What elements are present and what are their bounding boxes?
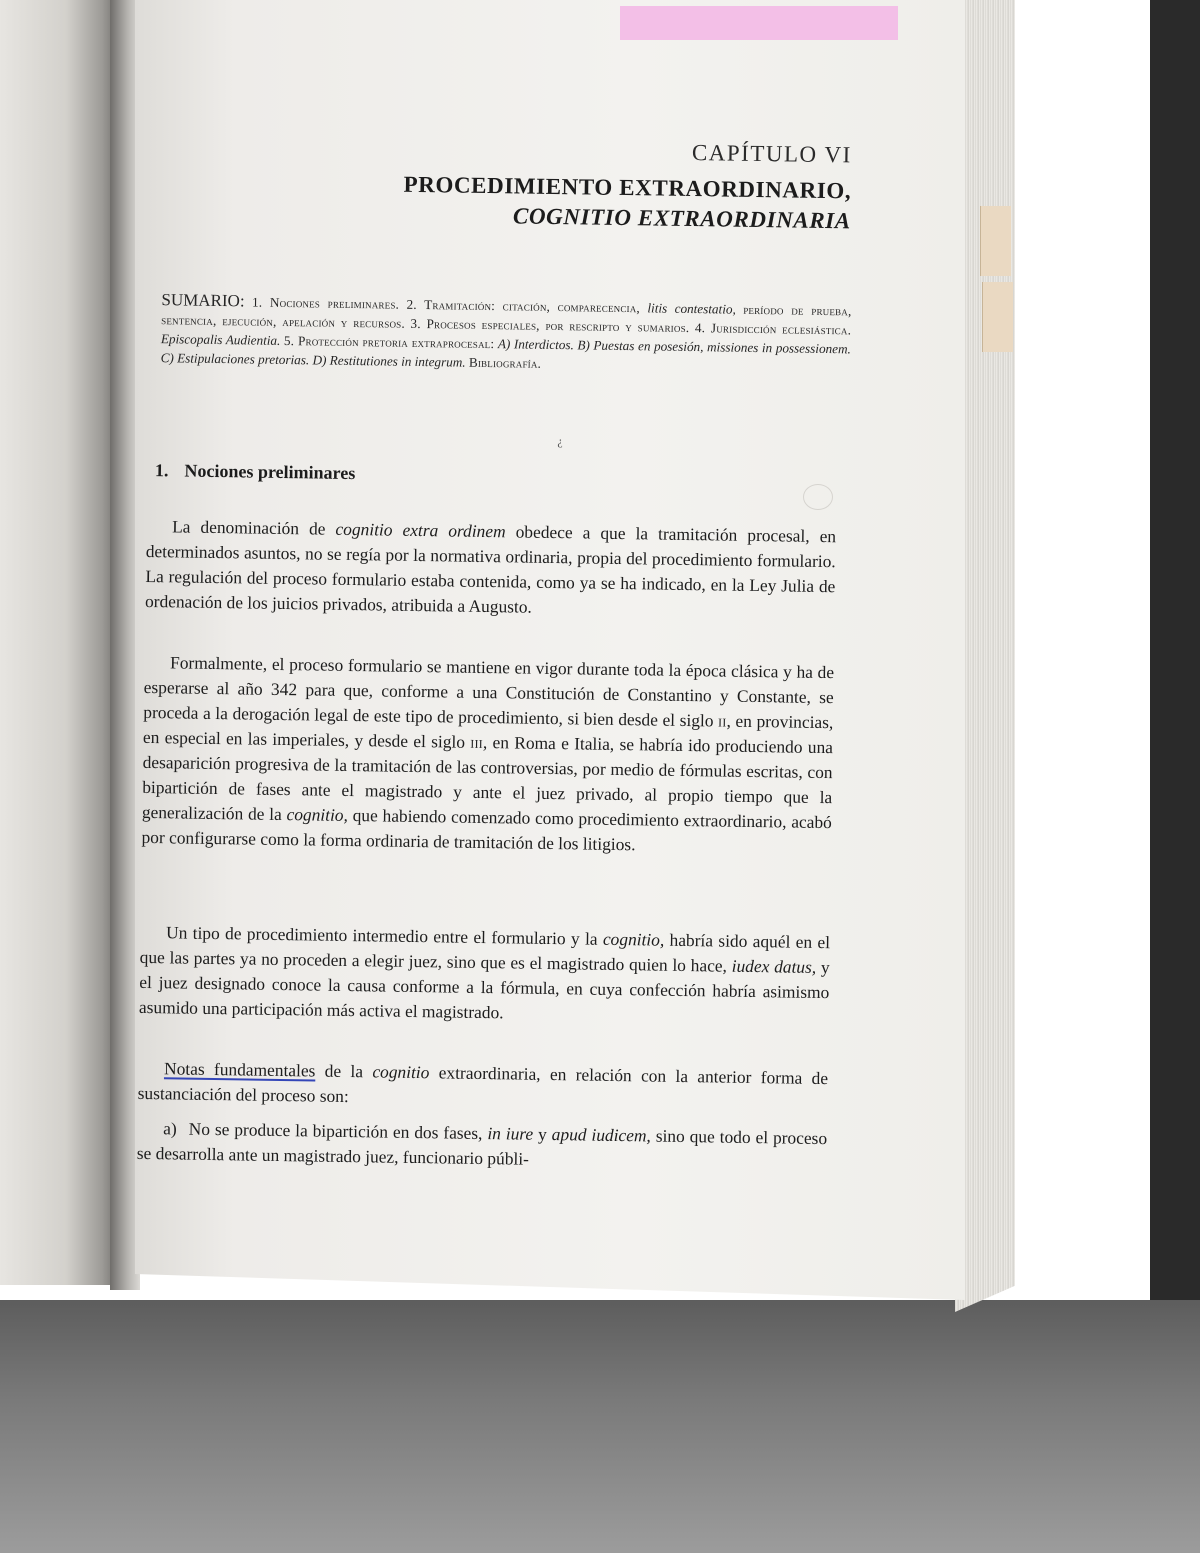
summary-item: 4. Jurisdicción eclesiástica.: [694, 320, 852, 338]
paragraph-text: No se produce la bipartición en dos fases,: [188, 1118, 483, 1144]
summary-item: Bibliografía.: [468, 354, 542, 371]
section-heading: [155, 460, 356, 484]
chapter-label: CAPÍTULO VI: [691, 140, 852, 168]
paragraph-text: Un tipo de procedimiento intermedio entre el formulario y la: [165, 922, 598, 949]
summary-lead: SUMARIO:: [161, 290, 245, 311]
paragraph-text: obedece a que la tramitación procesal, en determinados asuntos, no se regía por la normativa ordinaria, propia del procedimiento formulario. La regulación del proceso formulario estaba contenida, como ya se ha indicado, en la Ley Julia de ordenación de los juicios privados, atribuida a Augusto.: [144, 521, 837, 617]
paragraph-text: habría sido aquél en el que las partes ya no proceden a elegir juez, sino que es el magistrado quien lo hace,: [139, 929, 831, 976]
paragraph: [145, 514, 836, 624]
paragraph-text: que habiendo comenzado como procedimiento extraordinario, acabó por configurarse como la forma ordinaria de tramitación de los litigios.: [141, 805, 832, 855]
scanner-background-bottom: [0, 1300, 1200, 1553]
paragraph-text: Formalmente, el proceso formulario se mantiene en vigor durante toda la época clásica y ha de esperarse al año 342 para que, conforme a una Constitución de Constantino y Constante, se proceda a la derogación legal de este tipo de procedimiento, si bien desde el siglo: [143, 652, 835, 731]
summary-item: 3. Procesos especiales, por rescripto y sumarios.: [410, 315, 690, 335]
paragraph-text: sino que todo el proceso se desarrolla ante un magistrado juez, funcionario públi-: [136, 1125, 828, 1169]
page-marker-tab: [982, 282, 1013, 352]
facing-page: [0, 0, 120, 1285]
summary-item: 2. Tramitación: citación, comparecencia,: [406, 296, 641, 316]
paragraph-text: y el juez designado conoce la causa conforme a la fórmula, en cuya confección habría asimismo asumido una participación más activa el magistrado.: [138, 957, 830, 1023]
paragraph-italic: iudex datus,: [731, 955, 817, 977]
page-smudge: [803, 484, 833, 510]
printer-mark: ¿: [557, 434, 563, 449]
paragraph-text: y: [538, 1123, 547, 1144]
section-number: 1.: [154, 460, 169, 481]
handwritten-underline: Notas fundamentales: [163, 1058, 316, 1081]
section-title: Nociones preliminares: [184, 460, 356, 484]
paragraph-italic: cognitio: [372, 1061, 430, 1083]
chapter-summary: [161, 290, 852, 377]
summary-item: C) Estipulaciones pretorias. D): [160, 350, 327, 368]
summary-item: Episcopalis Audientia.: [160, 331, 281, 348]
summary-item: litis contestatio,: [647, 300, 736, 317]
page-marker-tab: [980, 206, 1011, 276]
summary-item: A) Interdictos. B) Puestas en posesión,: [497, 336, 704, 355]
paragraph-italic: apud iudicem,: [551, 1124, 652, 1146]
pink-sticky-note: [620, 6, 898, 40]
summary-item: 5. Protección pretoria extraprocesal:: [283, 332, 495, 352]
century-numeral: iii: [470, 731, 484, 752]
paragraph-italic: cognitio,: [286, 804, 349, 825]
paragraph-text: , en provincias, en especial en las imperiales, y desde el siglo: [142, 710, 834, 752]
chapter-subtitle: COGNITIO EXTRAORDINARIA: [512, 203, 851, 234]
paragraph: [138, 1056, 829, 1116]
list-item-label: a): [163, 1118, 177, 1139]
summary-item: Restitutiones in integrum.: [329, 352, 466, 370]
paragraph-italic: cognitio extra ordinem: [335, 518, 506, 542]
century-numeral: ii: [717, 710, 727, 731]
paragraph: [139, 920, 830, 1030]
summary-item: período de prueba, sentencia, ejecución, apelación y recursos.: [161, 301, 852, 331]
summary-item: missiones in possessionem.: [706, 339, 851, 357]
paragraph-text: de la: [324, 1060, 364, 1082]
chapter-title: PROCEDIMIENTO EXTRAORDINARIO,: [403, 171, 852, 204]
paragraph-italic: cognitio,: [602, 928, 665, 950]
paragraph: [141, 650, 834, 860]
paragraph-text: , en Roma e Italia, se habría ido produciendo una desaparición progresiva de la tramitación de las controversias, por medio de fórmulas escritas, con bipartición de fases ante el magistrado y ante el juez privado, al propio tiempo que la generalización de la: [141, 731, 834, 824]
paragraph-text: La denominación de: [172, 516, 326, 539]
paragraph-italic: in iure: [487, 1123, 534, 1144]
paragraph-text: extraordinaria, en relación con la anterior forma de sustanciación del proceso son:: [137, 1062, 829, 1107]
summary-item: 1. Nociones preliminares.: [251, 294, 400, 312]
list-item: [137, 1116, 828, 1176]
